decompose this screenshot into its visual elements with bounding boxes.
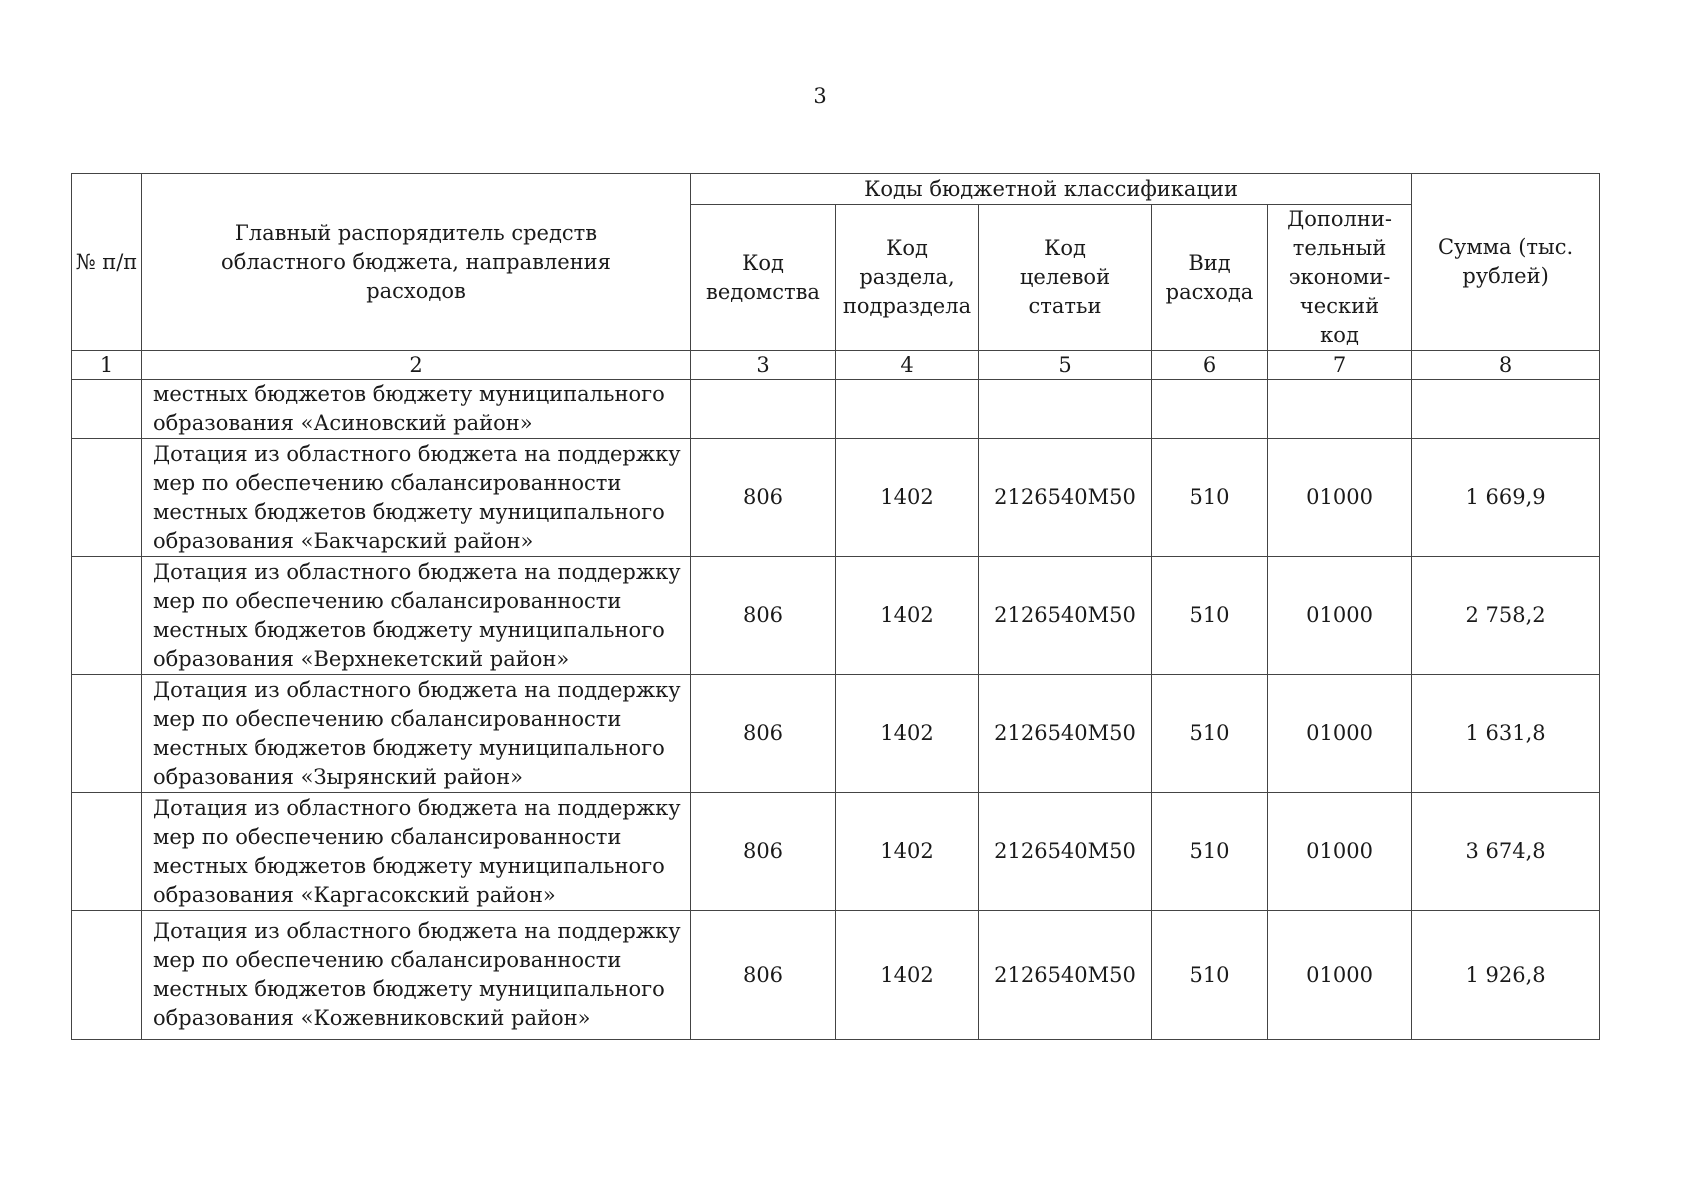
cell-dept: 806 [691,675,836,793]
cell-target: 2126540M50 [979,557,1152,675]
cell-name: Дотация из областного бюджета на поддержку мер по обеспечению сбалансированности местных бюджетов бюджету муниципального образования «Верхнекетский район» [142,557,691,675]
header-sum: Сумма (тыс. рублей) [1412,174,1600,351]
column-number: 7 [1268,351,1412,380]
cell-name: местных бюджетов бюджету муниципального образования «Асиновский район» [142,380,691,439]
cell-num [72,793,142,911]
cell-expense-type [1152,380,1268,439]
cell-econ: 01000 [1268,439,1412,557]
column-number: 2 [142,351,691,380]
cell-target: 2126540M50 [979,911,1152,1040]
cell-dept: 806 [691,911,836,1040]
cell-name: Дотация из областного бюджета на поддержку мер по обеспечению сбалансированности местных бюджетов бюджету муниципального образования «Каргасокский район» [142,793,691,911]
cell-target: 2126540M50 [979,675,1152,793]
column-number: 1 [72,351,142,380]
cell-econ: 01000 [1268,675,1412,793]
cell-section: 1402 [836,557,979,675]
cell-section [836,380,979,439]
cell-dept: 806 [691,439,836,557]
table-row [72,557,1600,675]
cell-expense-type: 510 [1152,793,1268,911]
cell-sum: 2 758,2 [1412,557,1600,675]
table-row [72,675,1600,793]
cell-econ [1268,380,1412,439]
cell-sum: 1 926,8 [1412,911,1600,1040]
column-number: 6 [1152,351,1268,380]
cell-sum: 1 631,8 [1412,675,1600,793]
header-dept: Код ведомства [691,205,836,351]
header-codes-group: Коды бюджетной классификации [691,174,1412,205]
continuation-row [72,380,1600,439]
header-name: Главный распорядитель средств областного бюджета, направления расходов [142,174,691,351]
budget-table [71,173,1600,1040]
cell-sum: 1 669,9 [1412,439,1600,557]
cell-num [72,911,142,1040]
cell-expense-type: 510 [1152,911,1268,1040]
column-number: 4 [836,351,979,380]
table-row [72,911,1600,1040]
cell-dept [691,380,836,439]
cell-section: 1402 [836,439,979,557]
cell-name: Дотация из областного бюджета на поддержку мер по обеспечению сбалансированности местных бюджетов бюджету муниципального образования «Зырянский район» [142,675,691,793]
cell-num [72,439,142,557]
column-number: 3 [691,351,836,380]
cell-num [72,557,142,675]
cell-sum [1412,380,1600,439]
cell-section: 1402 [836,675,979,793]
cell-target: 2126540M50 [979,439,1152,557]
cell-sum: 3 674,8 [1412,793,1600,911]
cell-name: Дотация из областного бюджета на поддержку мер по обеспечению сбалансированности местных бюджетов бюджету муниципального образования «Бакчарский район» [142,439,691,557]
cell-expense-type: 510 [1152,557,1268,675]
cell-econ: 01000 [1268,793,1412,911]
cell-target: 2126540M50 [979,793,1152,911]
cell-dept: 806 [691,557,836,675]
cell-econ: 01000 [1268,557,1412,675]
header-section: Код раздела, подраздела [836,205,979,351]
cell-expense-type: 510 [1152,675,1268,793]
cell-num [72,380,142,439]
page-number: 3 [813,84,827,108]
column-number: 5 [979,351,1152,380]
column-numbers-row [72,351,1600,380]
header-expense-type: Вид расхода [1152,205,1268,351]
table-row [72,439,1600,557]
cell-target [979,380,1152,439]
header-num: № п/п [72,174,142,351]
cell-section: 1402 [836,911,979,1040]
table-row [72,793,1600,911]
header-target: Код целевой статьи [979,205,1152,351]
header-econ: Дополни-тельный экономи-ческий код [1268,205,1412,351]
cell-dept: 806 [691,793,836,911]
cell-section: 1402 [836,793,979,911]
cell-expense-type: 510 [1152,439,1268,557]
cell-name: Дотация из областного бюджета на поддержку мер по обеспечению сбалансированности местных бюджетов бюджету муниципального образования «Кожевниковский район» [142,911,691,1040]
cell-econ: 01000 [1268,911,1412,1040]
cell-num [72,675,142,793]
column-number: 8 [1412,351,1600,380]
